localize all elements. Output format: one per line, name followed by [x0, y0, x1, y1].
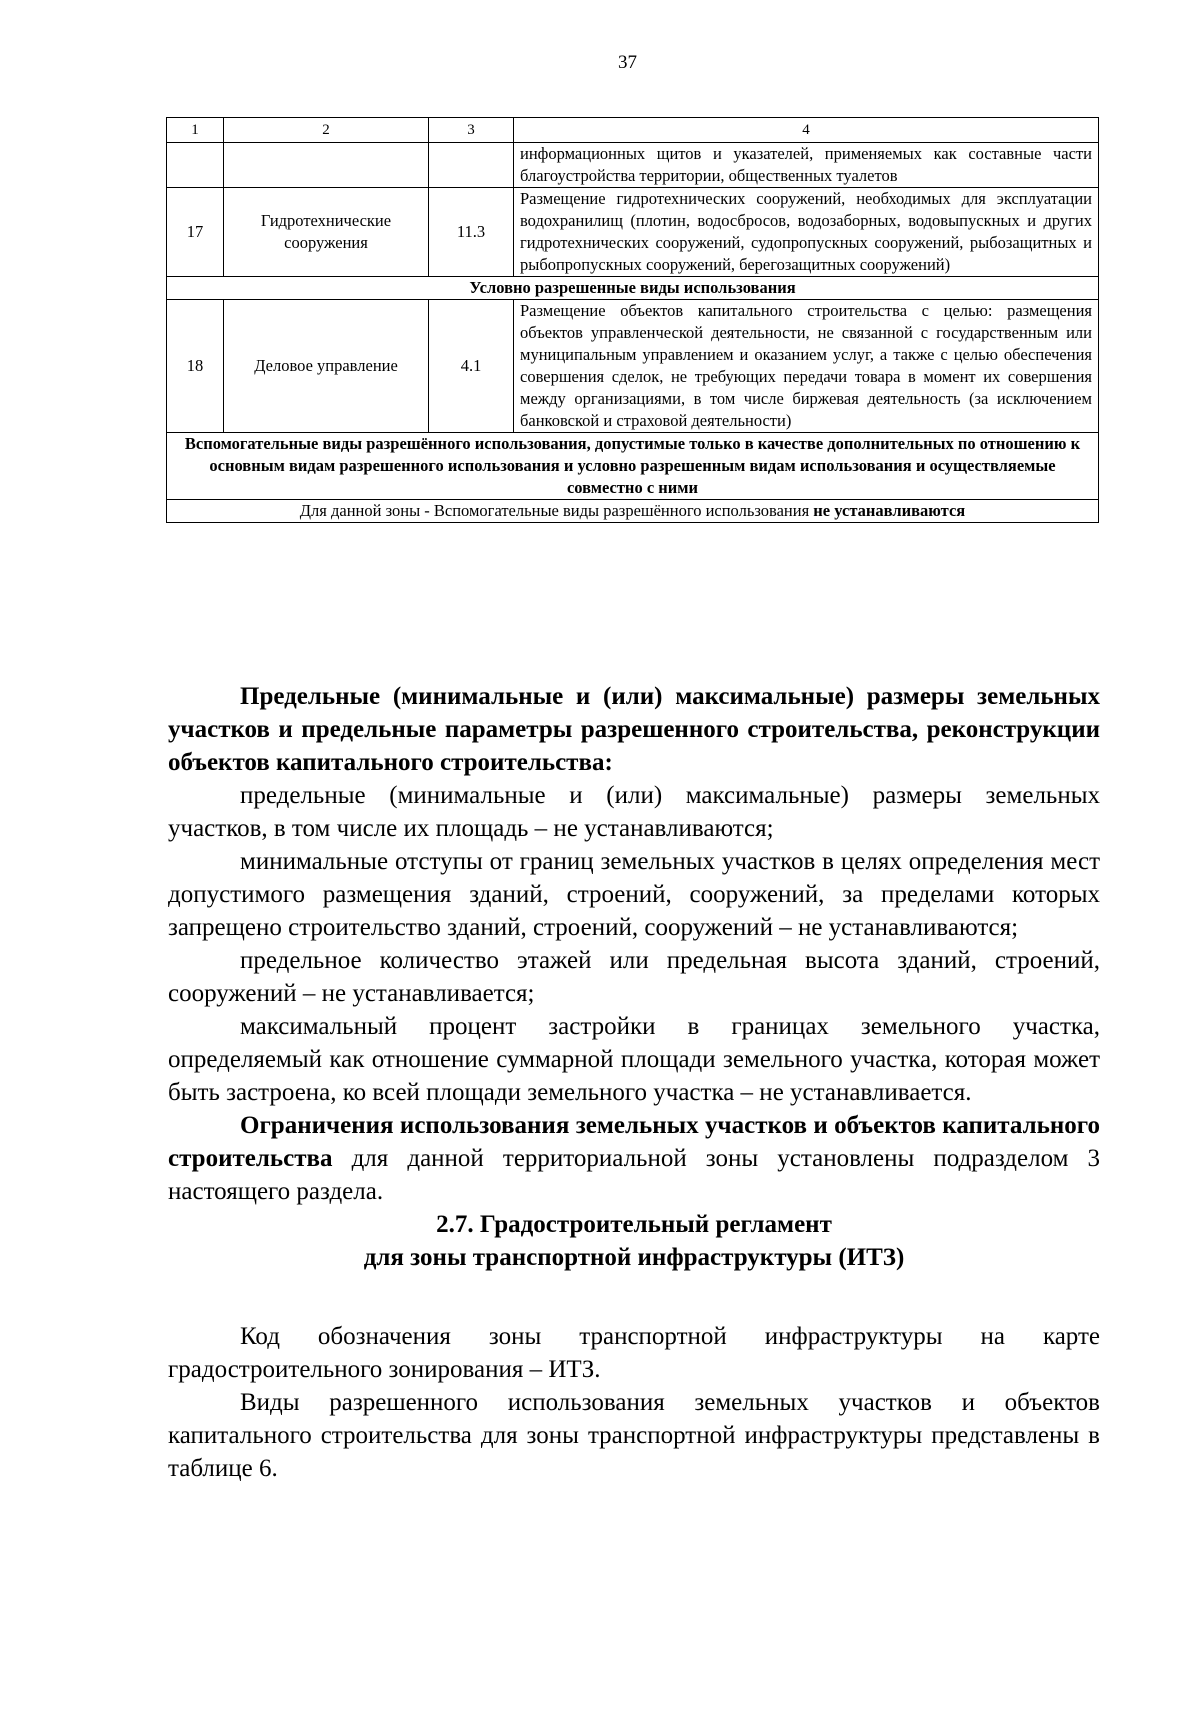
row-code [429, 143, 514, 188]
aux-note-row [167, 500, 1099, 523]
header-col-1: 1 [167, 118, 224, 143]
aux-note-text: Для данной зоны - Вспомогательные виды разрешённого использования [299, 501, 814, 520]
header-col-2: 2 [224, 118, 429, 143]
row-description: Размещение гидротехнических сооружений, необходимых для эксплуатации водохранилищ (плотин, водосбросов, водозаборных, водовыпускных и других гидротехнических сооружений, судопропускных сооружений, рыбозащитных и рыбопропускных сооружений, берегозащитных сооружений) [514, 188, 1099, 277]
row-number: 17 [167, 188, 224, 277]
restrictions-text: для данной территориальной зоны установлены подразделом 3 настоящего раздела. [168, 1145, 1100, 1205]
paragraph: минимальные отступы от границ земельных участков в целях определения мест допустимого размещения зданий, строений, сооружений, за пределами которых запрещено строительство зданий, строений, сооружений – не устанавливаются; [168, 848, 1100, 941]
table-header-row [167, 118, 1099, 143]
permitted-use-table [166, 117, 1099, 523]
paragraph: Виды разрешенного использования земельных участков и объектов капитального строительства для зоны транспортной инфраструктуры представлены в таблице 6. [168, 1389, 1100, 1482]
aux-note-bold: не устанавливаются [813, 501, 966, 520]
row-code: 4.1 [429, 300, 514, 433]
page-number: 37 [618, 52, 637, 73]
section-row-auxiliary [167, 433, 1099, 500]
row-description: информационных щитов и указателей, применяемых как составные части благоустройства территории, общественных туалетов [514, 143, 1099, 188]
restrictions-bold: Ограничения использования земельных участков и объектов капитального строительства [168, 1112, 1100, 1172]
paragraph: максимальный процент застройки в границах земельного участка, определяемый как отношение суммарной площади земельного участка, которая может быть застроена, ко всей площади земельного участка – не устанавливается. [168, 1013, 1100, 1106]
table-row [167, 143, 1099, 188]
paragraph: предельное количество этажей или предельная высота зданий, строений, сооружений – не устанавливается; [168, 947, 1100, 1007]
row-name: Гидротехнические сооружения [224, 188, 429, 277]
row-code: 11.3 [429, 188, 514, 277]
row-name: Деловое управление [224, 300, 429, 433]
header-col-3: 3 [429, 118, 514, 143]
section-row-conditional [167, 277, 1099, 300]
row-number [167, 143, 224, 188]
table-row [167, 300, 1099, 433]
paragraph: Код обозначения зоны транспортной инфраструктуры на карте градостроительного зонирования – ИТЗ. [168, 1323, 1100, 1383]
row-description: Размещение объектов капитального строительства с целью: размещения объектов управленческой деятельности, не связанной с государственным или муниципальным управлением и оказанием услуг, а также с целью обеспечения совершения сделок, не требующих передачи товара в момент их совершения между организациями, в том числе биржевая деятельность (за исключением банковской и страховой деятельности) [514, 300, 1099, 433]
document-body [168, 680, 1100, 1485]
table-row [167, 188, 1099, 277]
section-title-line-2: для зоны транспортной инфраструктуры (ИТЗ) [363, 1244, 905, 1271]
restrictions-paragraph [168, 1109, 1100, 1208]
row-number: 18 [167, 300, 224, 433]
section-auxiliary-label: Вспомогательные виды разрешённого использования, допустимые только в качестве дополнительных по отношению к основным видам разрешенного использования и условно разрешенным видам использования и осуществляемые совместно с ними [167, 433, 1099, 500]
paragraph: предельные (минимальные и (или) максимальные) размеры земельных участков, в том числе их площадь – не устанавливаются; [168, 782, 1100, 842]
header-col-4: 4 [514, 118, 1099, 143]
section-title-line-1: 2.7. Градостроительный регламент [436, 1211, 832, 1238]
section-conditional-label: Условно разрешенные виды использования [167, 277, 1099, 300]
limits-heading: Предельные (минимальные и (или) максимальные) размеры земельных участков и предельные параметры разрешенного строительства, реконструкции объектов капитального строительства: [168, 683, 1100, 776]
row-name [224, 143, 429, 188]
aux-note [167, 500, 1099, 523]
